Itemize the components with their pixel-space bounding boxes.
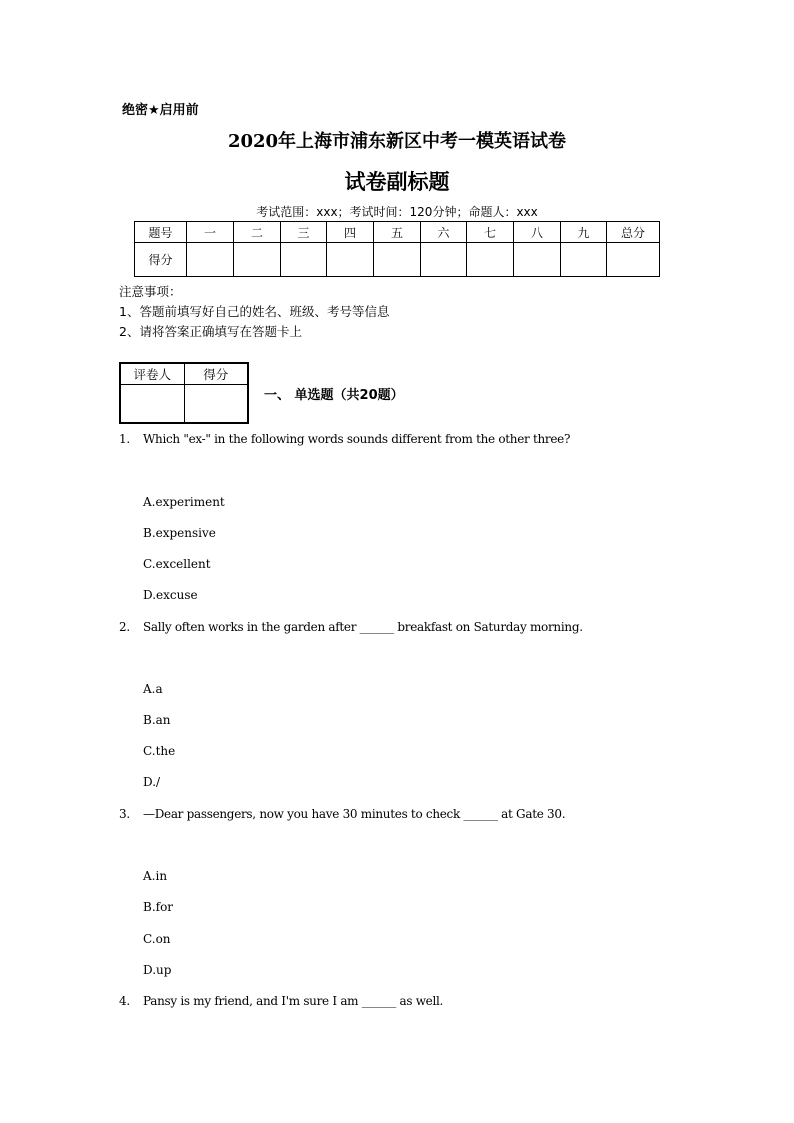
score-cell (327, 243, 374, 277)
score-header: 得分 (184, 363, 248, 385)
exam-title: 2020年上海市浦东新区中考一模英语试卷 (227, 131, 567, 152)
score-header-cell: 六 (421, 222, 467, 243)
score-header-cell: 题号 (135, 222, 187, 243)
section-title: 一、 单选题（共20题） (264, 388, 404, 403)
notes-item: 2、请将答案正确填写在答题卡上 (119, 324, 302, 339)
grader-table (119, 362, 249, 424)
exam-info: 考试范围：xxx；考试时间：120分钟；命题人：xxx (256, 205, 538, 219)
answer-option: A.a (143, 682, 163, 696)
score-header-cell: 九 (561, 222, 607, 243)
question-number: 3. (119, 807, 130, 821)
question-number: 2. (119, 620, 130, 634)
score-header-cell: 二 (234, 222, 281, 243)
score-header-cell: 四 (327, 222, 374, 243)
score-cell (467, 243, 514, 277)
answer-option: C.the (143, 744, 176, 758)
question-text: Sally often works in the garden after ______ breakfast on Saturday morning. (143, 620, 583, 634)
score-cell (184, 385, 248, 424)
score-header-cell: 总分 (607, 222, 660, 243)
score-cell (374, 243, 421, 277)
question-text: Pansy is my friend, and I'm sure I am ______ as well. (143, 994, 444, 1008)
score-row-label: 得分 (135, 243, 187, 277)
answer-option: C.excellent (143, 557, 211, 571)
score-header-cell: 八 (514, 222, 561, 243)
score-table (134, 221, 660, 277)
grader-cell (120, 385, 184, 424)
answer-option: D.excuse (143, 588, 198, 602)
question-number: 4. (119, 994, 130, 1008)
answer-option: B.an (143, 713, 171, 727)
question-text: Which "ex-" in the following words sounds different from the other three? (143, 432, 571, 446)
question-number: 1. (119, 432, 130, 446)
score-cell (607, 243, 660, 277)
score-header-cell: 五 (374, 222, 421, 243)
answer-option: A.experiment (143, 495, 225, 509)
score-cell (281, 243, 327, 277)
answer-option: B.expensive (143, 526, 216, 540)
score-cell (234, 243, 281, 277)
score-cell (561, 243, 607, 277)
answer-option: A.in (143, 869, 168, 883)
answer-option: D.up (143, 963, 172, 977)
answer-option: D./ (143, 775, 161, 789)
answer-option: C.on (143, 932, 171, 946)
question-text: —Dear passengers, now you have 30 minutes to check ______ at Gate 30. (143, 807, 566, 821)
score-header-cell: 七 (467, 222, 514, 243)
score-cell (421, 243, 467, 277)
score-table-score-row (135, 243, 660, 277)
grader-header: 评卷人 (120, 363, 184, 385)
score-header-cell: 三 (281, 222, 327, 243)
score-table-header-row (135, 222, 660, 243)
confidential-label: 绝密★启用前 (122, 103, 199, 118)
score-header-cell: 一 (187, 222, 234, 243)
answer-option: B.for (143, 900, 174, 914)
score-cell (187, 243, 234, 277)
notes-block (119, 282, 389, 342)
score-cell (514, 243, 561, 277)
notes-heading: 注意事项： (119, 284, 182, 299)
notes-item: 1、答题前填写好自己的姓名、班级、考号等信息 (119, 304, 390, 319)
exam-subtitle: 试卷副标题 (344, 170, 450, 194)
